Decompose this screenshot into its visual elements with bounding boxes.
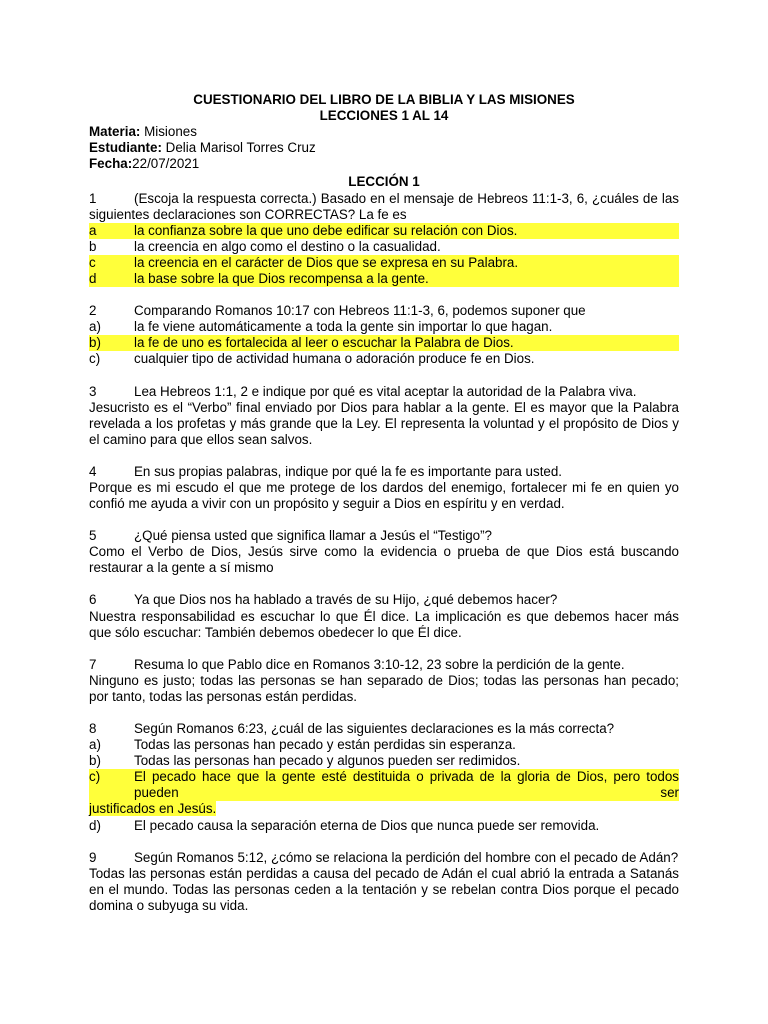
materia-value: Misiones xyxy=(140,124,197,140)
option-text-cont-span: justificados en Jesús. xyxy=(89,801,217,817)
question-number: 1 xyxy=(89,190,97,206)
question-text: Según Romanos 6:23, ¿cuál de las siguientes declaraciones es la más correcta? xyxy=(134,721,615,736)
document-title: CUESTIONARIO DEL LIBRO DE LA BIBLIA Y LAS MISIONES xyxy=(193,92,575,107)
option-row xyxy=(89,351,679,367)
option-letter: c) xyxy=(89,351,101,367)
option-text: la fe viene automáticamente a toda la gente sin importar lo que hagan. xyxy=(134,319,553,335)
option-text: la creencia en el carácter de Dios que se expresa en su Palabra. xyxy=(134,254,519,270)
option-letter: d xyxy=(89,271,97,287)
option-letter: b xyxy=(89,238,97,254)
question-text: ¿Qué piensa usted que significa llamar a Jesús el “Testigo”? xyxy=(134,528,493,544)
question-number: 8 xyxy=(89,721,97,736)
question-text: Lea Hebreos 1:1, 2 e indique por qué es vital aceptar la autoridad de la Palabra viva. xyxy=(134,383,637,399)
option-text: cualquier tipo de actividad humana o adoración produce fe en Dios. xyxy=(134,351,535,367)
question-2 xyxy=(89,303,679,367)
meta-fecha xyxy=(89,156,679,172)
question-text: Según Romanos 5:12, ¿cómo se relaciona la perdición del hombre con el pecado de Adán? xyxy=(134,849,679,865)
option-letter: c xyxy=(89,254,96,270)
option-text-cont xyxy=(89,801,679,817)
lesson-title: LECCIÓN 1 xyxy=(348,174,420,190)
answer-text: Todas las personas están perdidas a causa del pecado de Adán el cual abrió la entrada a Satanás en el mundo. Todas las personas ceden a la tentación y se rebelan contra Dios porque el pecado domina o subyuga su vida. xyxy=(89,865,679,913)
option-row xyxy=(89,255,679,271)
question-text: En sus propias palabras, indique por qué la fe es importante para usted. xyxy=(134,463,563,479)
option-row xyxy=(89,335,679,351)
question-1 xyxy=(89,191,679,288)
option-letter: a) xyxy=(89,319,101,335)
option-text: la creencia en algo como el destino o la casualidad. xyxy=(134,238,441,254)
question-9 xyxy=(89,850,679,914)
question-text: Comparando Romanos 10:17 con Hebreos 11:1-3, 6, podemos suponer que xyxy=(134,303,586,319)
option-text: Todas las personas han pecado y algunos pueden ser redimidos. xyxy=(134,753,521,769)
question-6 xyxy=(89,592,679,640)
question-number: 3 xyxy=(89,383,97,399)
option-text: la base sobre la que Dios recompensa a la gente. xyxy=(134,271,429,287)
question-3 xyxy=(89,384,679,448)
fecha-value: 22/07/2021 xyxy=(132,156,200,172)
answer-text: Como el Verbo de Dios, Jesús sirve como la evidencia o prueba de que Dios está buscando restaurar a la gente a sí mismo xyxy=(89,544,679,576)
option-letter: b) xyxy=(89,753,101,769)
question-number: 7 xyxy=(89,656,97,672)
option-text: El pecado hace que la gente esté destituida o privada de la gloria de Dios, pero todos pueden ser xyxy=(134,769,679,801)
question-number: 2 xyxy=(89,303,97,319)
question-text: (Escoja la respuesta correcta.) Basado en el mensaje de Hebreos 11:1-3, 6, ¿cuáles de las xyxy=(134,190,679,206)
answer-text: Porque es mi escudo el que me protege de los dardos del enemigo, fortalecer mi fe en quien yo confió me ayuda a vivir con un propósito y seguir a Dios en espíritu y en verdad. xyxy=(89,479,679,512)
option-row xyxy=(89,319,679,335)
meta-estudiante xyxy=(89,140,679,156)
option-text: Todas las personas han pecado y están perdidas sin esperanza. xyxy=(134,737,516,753)
question-4 xyxy=(89,464,679,512)
answer-text: Jesucristo es el “Verbo” final enviado por Dios para hablar a la gente. El es mayor que la Palabra revelada a los profetas y más grande que la Ley. El representa la voluntad y el propósito de Dios y el camino para que ellos sean salvos. xyxy=(89,399,679,447)
materia-label: Materia: xyxy=(89,124,141,140)
option-row xyxy=(89,753,679,769)
option-letter: c) xyxy=(89,769,101,785)
question-number: 6 xyxy=(89,592,97,608)
estudiante-value: Delia Marisol Torres Cruz xyxy=(161,140,316,156)
option-row xyxy=(89,737,679,753)
fecha-label: Fecha: xyxy=(89,156,133,172)
question-7 xyxy=(89,657,679,705)
question-text: Resuma lo que Pablo dice en Romanos 3:10-12, 23 sobre la perdición de la gente. xyxy=(134,656,625,672)
question-number: 4 xyxy=(89,463,97,479)
option-row xyxy=(89,271,679,287)
question-8 xyxy=(89,721,679,834)
option-row xyxy=(89,239,679,255)
question-number: 9 xyxy=(89,849,97,865)
document-subtitle: LECCIONES 1 AL 14 xyxy=(319,108,449,124)
option-row xyxy=(89,769,679,801)
option-row xyxy=(89,818,679,834)
option-row xyxy=(89,223,679,239)
option-text: la fe de uno es fortalecida al leer o escuchar la Palabra de Dios. xyxy=(134,335,514,351)
option-text: El pecado causa la separación eterna de Dios que nunca puede ser removida. xyxy=(134,817,600,833)
meta-materia xyxy=(89,124,679,140)
answer-text: Nuestra responsabilidad es escuchar lo que Él dice. La implicación es que debemos hacer más que sólo escuchar: También debemos obedecer lo que Él dice. xyxy=(89,608,679,640)
option-text: la confianza sobre la que uno debe edificar su relación con Dios. xyxy=(134,222,518,238)
question-text: Ya que Dios nos ha hablado a través de su Hijo, ¿qué debemos hacer? xyxy=(134,592,558,608)
option-letter: a xyxy=(89,222,97,238)
option-letter: d) xyxy=(89,817,101,833)
option-letter: a) xyxy=(89,737,101,753)
question-number: 5 xyxy=(89,528,97,544)
question-5 xyxy=(89,528,679,576)
estudiante-label: Estudiante: xyxy=(89,140,162,156)
question-text-cont: siguientes declaraciones son CORRECTAS? La fe es xyxy=(89,206,407,222)
document-content xyxy=(89,92,679,914)
answer-text: Ninguno es justo; todas las personas se han separado de Dios; todas las personas han pecado; por tanto, todas las personas están perdidas. xyxy=(89,672,679,704)
option-letter: b) xyxy=(89,335,101,351)
